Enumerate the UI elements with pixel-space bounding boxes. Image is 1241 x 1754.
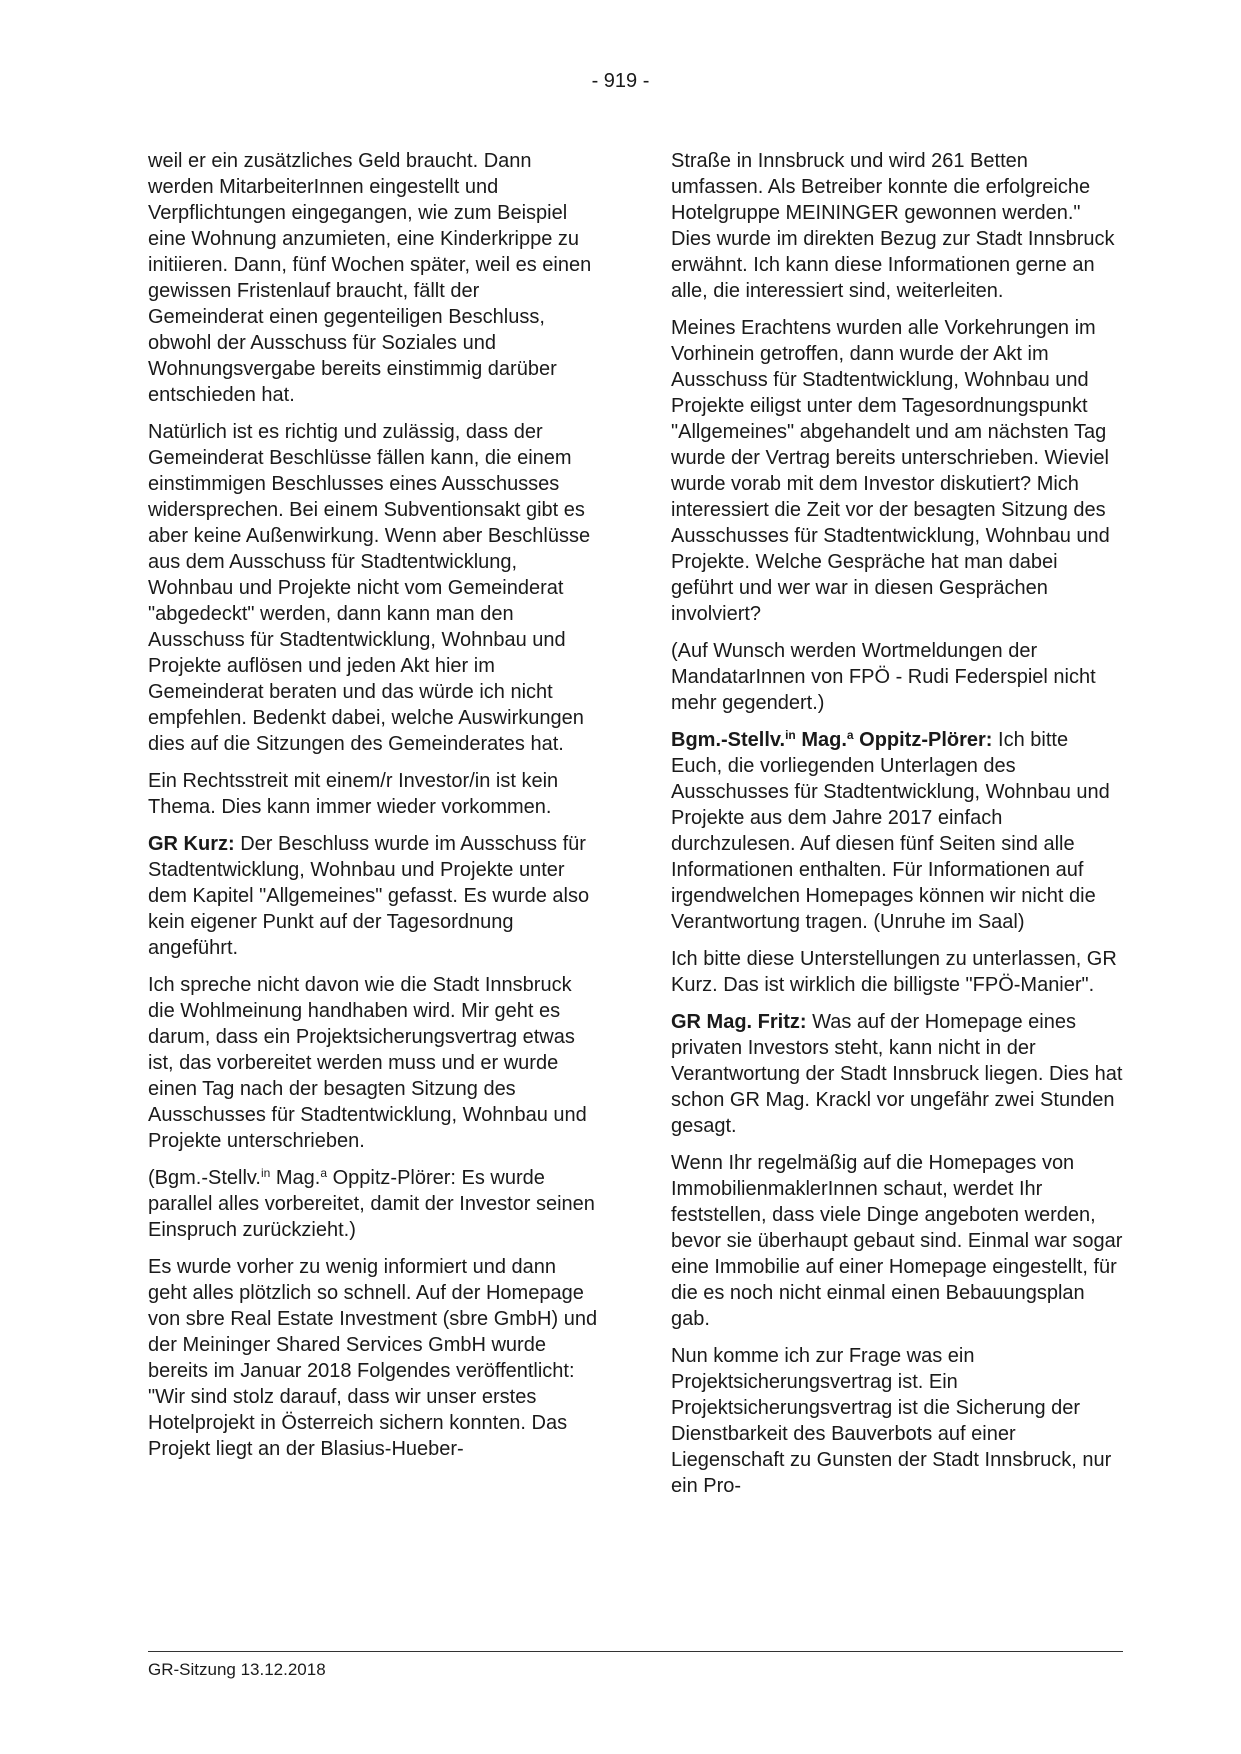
paragraph: Natürlich ist es richtig und zulässig, dass der Gemeinderat Beschlüsse fällen kann, die einem einstimmigen Beschlusses eines Ausschusses widersprechen. Bei einem Subventionsakt gibt es aber keine Außenwirkung. Wenn aber Beschlüsse aus dem Ausschuss für Stadtentwicklung, Wohnbau und Projekte nicht vom Gemeinderat "abgedeckt" werden, dann kann man den Ausschuss für Stadtentwicklung, Wohnbau und Projekte auflösen und jeden Akt hier im Gemeinderat beraten und das würde ich nicht empfehlen. Bedenkt dabei, welche Auswirkungen dies auf die Sitzungen des Gemeinderates hat.: [148, 421, 591, 755]
paragraph: [148, 831, 600, 961]
paragraph: Es wurde vorher zu wenig informiert und dann geht alles plötzlich so schnell. Auf der Homepage von sbre Real Estate Investment (sbre GmbH) und der Meininger Shared Services GmbH wurde bereits im Januar 2018 Folgendes veröffentlicht: "Wir sind stolz darauf, dass wir unser erstes Hotelprojekt in Österreich sichern konnten. Das Projekt liegt an der Blasius-Hueber-: [148, 1256, 598, 1460]
paragraph: Ich bitte diese Unterstellungen zu unterlassen, GR Kurz. Das ist wirklich die billigste "FPÖ-Manier".: [671, 948, 1117, 996]
speech-text: Ich bitte Euch, die vorliegenden Unterlagen des Ausschusses für Stadtentwicklung, Wohnbau und Projekte aus dem Jahre 2017 einfach durchzulesen. Auf diesen fünf Seiten sind alle Informationen enthalten. Für Informationen auf irgendwelchen Homepages können wir nicht die Verantwortung tragen. (Unruhe im Saal): [671, 729, 1110, 933]
speaker-name: Bgm.-Stellv.$^{in}$ Mag.$^a$ Oppitz-Plörer:: [671, 728, 993, 751]
paragraph: Nun komme ich zur Frage was ein Projektsicherungsvertrag ist. Ein Projektsicherungsvertrag ist die Sicherung der Dienstbarkeit des Bauverbots auf einer Liegenschaft zu Gunsten der Stadt Innsbruck, nur ein Pro-: [671, 1345, 1112, 1497]
left-column: [148, 148, 600, 1473]
paragraph: weil er ein zusätzliches Geld braucht. Dann werden MitarbeiterInnen eingestellt und Verpflichtungen eingegangen, wie zum Beispiel eine Wohnung anzumieten, eine Kinderkrippe zu initiieren. Dann, fünf Wochen später, weil es einen gewissen Fristenlauf braucht, fällt der Gemeinderat einen gegenteiligen Beschluss, obwohl der Ausschuss für Soziales und Wohnungsvergabe bereits einstimmig darüber entschieden hat.: [148, 150, 592, 406]
speech-text: Der Beschluss wurde im Ausschuss für Stadtentwicklung, Wohnbau und Projekte unter dem Kapitel "Allgemeines" gefasst. Es wurde also kein eigener Punkt auf der Tagesordnung angeführt.: [148, 833, 590, 959]
paragraph: Meines Erachtens wurden alle Vorkehrungen im Vorhinein getroffen, dann wurde der Akt im Ausschuss für Stadtentwicklung, Wohnbau und Projekte eiligst unter dem Tagesordnungspunkt "Allgemeines" abgehandelt und am nächsten Tag wurde der Vertrag bereits unterschrieben. Wieviel wurde vorab mit dem Investor diskutiert? Mich interessiert die Zeit vor der besagten Sitzung des Ausschusses für Stadtentwicklung, Wohnbau und Projekte. Welche Gespräche hat man dabei geführt und wer war in diesen Gesprächen involviert?: [671, 317, 1110, 625]
interjection: (Bgm.-Stellv.$^{in}$ Mag.$^a$ Oppitz-Plörer: Es wurde parallel alles vorbereitet, damit der Investor seinen Einspruch zurückzieht.): [148, 1166, 595, 1241]
paragraph: [671, 1009, 1123, 1139]
paragraph: Ein Rechtsstreit mit einem/r Investor/in ist kein Thema. Dies kann immer wieder vorkommen.: [148, 770, 559, 818]
footer-session-date: GR-Sitzung 13.12.2018: [148, 1660, 326, 1679]
speaker-name: GR Kurz:: [148, 833, 235, 855]
page-number: - 919 -: [591, 70, 650, 92]
speaker-name: GR Mag. Fritz:: [671, 1011, 807, 1033]
paragraph: [671, 727, 1123, 935]
footer-divider: [148, 1651, 1123, 1652]
editorial-note: (Auf Wunsch werden Wortmeldungen der MandatarInnen von FPÖ - Rudi Federspiel nicht mehr gegendert.): [671, 640, 1096, 714]
paragraph: Straße in Innsbruck und wird 261 Betten umfassen. Als Betreiber konnte die erfolgreiche Hotelgruppe MEININGER gewonnen werden." Dies wurde im direkten Bezug zur Stadt Innsbruck erwähnt. Ich kann diese Informationen gerne an alle, die interessiert sind, weiterleiten.: [671, 150, 1115, 302]
right-column: [671, 148, 1123, 1510]
paragraph: Wenn Ihr regelmäßig auf die Homepages von ImmobilienmaklerInnen schaut, werdet Ihr feststellen, dass viele Dinge angeboten werden, bevor sie überhaupt gebaut sind. Einmal war sogar eine Immobilie auf einer Homepage eingestellt, für die es noch nicht einmal einen Bebauungsplan gab.: [671, 1152, 1123, 1330]
paragraph: Ich spreche nicht davon wie die Stadt Innsbruck die Wohlmeinung handhaben wird. Mir geht es darum, dass ein Projektsicherungsvertrag etwas ist, das vorbereitet werden muss und er wurde einen Tag nach der besagten Sitzung des Ausschusses für Stadtentwicklung, Wohnbau und Projekte unterschrieben.: [148, 974, 587, 1152]
speech-text: Was auf der Homepage eines privaten Investors steht, kann nicht in der Verantwortung der Stadt Innsbruck liegen. Dies hat schon GR Mag. Krackl vor ungefähr zwei Stunden gesagt.: [671, 1011, 1123, 1137]
